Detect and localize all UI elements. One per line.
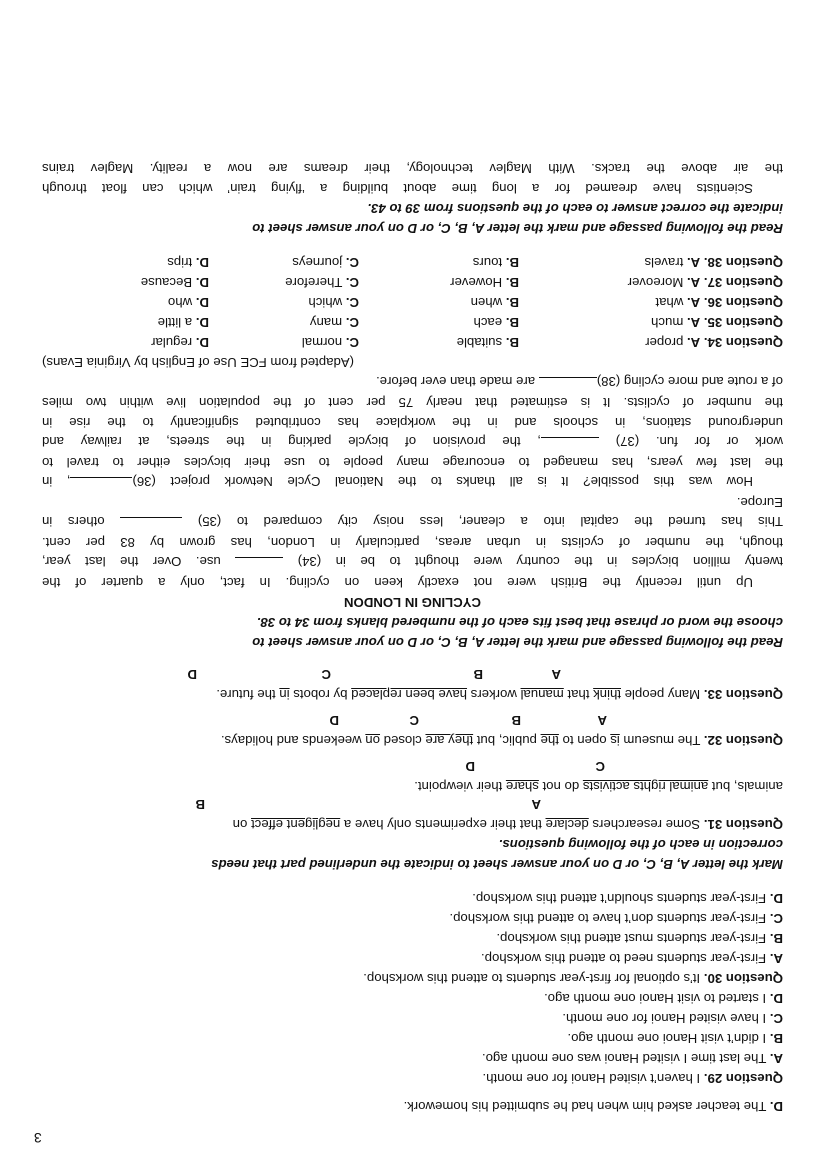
option-text: who bbox=[167, 295, 193, 310]
text-fragment: twenty million bicycles in the country were thought to be in (34) bbox=[297, 554, 783, 569]
option-text: The last time I visited Hanoi was one month ago. bbox=[481, 1051, 767, 1066]
q30-option-d bbox=[42, 888, 783, 908]
passage-line: the number of cyclists. It is estimated that nearly 75 per cent of the population live within two miles bbox=[42, 395, 783, 410]
q33-letters bbox=[42, 666, 783, 684]
option-text: trips bbox=[167, 255, 193, 270]
option-text: when bbox=[470, 295, 503, 310]
letter-a: A bbox=[531, 797, 541, 812]
option-text: what bbox=[655, 295, 684, 310]
option-letter: B. bbox=[769, 931, 783, 946]
text-fragment: animals, but bbox=[708, 779, 783, 794]
option-text: a little bbox=[157, 315, 193, 330]
passage-line bbox=[42, 432, 783, 452]
text-fragment: , in bbox=[42, 474, 71, 489]
passage-line bbox=[42, 372, 783, 392]
q30-option-a bbox=[42, 948, 783, 968]
underlined-a: declare bbox=[545, 817, 589, 832]
letter-d: D bbox=[187, 667, 197, 682]
option-letter: A. bbox=[686, 275, 701, 290]
text-fragment: weekends and holidays. bbox=[220, 733, 366, 748]
q32-letters bbox=[42, 712, 783, 730]
option-letter: A. bbox=[686, 315, 701, 330]
option-letter: B. bbox=[505, 315, 519, 330]
q28-option-d bbox=[42, 1096, 783, 1116]
text-fragment: the future. bbox=[216, 687, 280, 702]
text-fragment: that their experiments only have a bbox=[340, 817, 546, 832]
letter-b: B bbox=[473, 667, 483, 682]
instruction-error-id-line1: Mark the letter A, B, C, or D on your answer sheet to indicate the underlined part that needs bbox=[211, 857, 783, 872]
option-text: proper bbox=[645, 335, 684, 350]
instruction-reading-line2: indicate the correct answer to each of the questions from 39 to 43. bbox=[367, 201, 783, 216]
option-text: each bbox=[473, 315, 503, 330]
underlined-c: have been replaced bbox=[351, 687, 468, 702]
option-letter: C. bbox=[345, 295, 359, 310]
letter-c: C bbox=[409, 713, 419, 728]
q29-option-b bbox=[42, 1028, 783, 1048]
option-letter: D. bbox=[769, 991, 783, 1006]
q37-options bbox=[42, 272, 783, 292]
option-text: journeys bbox=[292, 255, 343, 270]
text-fragment: How was this possible? It is all thanks to the National Cycle Network project (36) bbox=[132, 474, 753, 489]
option-letter: C. bbox=[769, 1011, 783, 1026]
letter-a: A bbox=[597, 713, 607, 728]
text-fragment: do not bbox=[538, 779, 583, 794]
instruction-cloze-line1: Read the following passage and mark the letter A, B, C, or D on your answer sheet to bbox=[252, 635, 783, 650]
option-letter: C. bbox=[345, 335, 359, 350]
letter-d: D bbox=[329, 713, 339, 728]
option-letter: B. bbox=[505, 255, 519, 270]
letter-a: A bbox=[551, 667, 561, 682]
text-fragment: work or for fun. (37) bbox=[615, 434, 783, 449]
option-letter: D. bbox=[195, 255, 209, 270]
option-letter: D. bbox=[195, 295, 209, 310]
page-number: 3 bbox=[34, 1130, 42, 1146]
letter-b: B bbox=[195, 797, 205, 812]
underlined-b: manual bbox=[520, 687, 564, 702]
option-text: Therefore bbox=[285, 275, 343, 290]
q31-letters-row2 bbox=[42, 758, 783, 776]
question-label: Question 31. bbox=[703, 817, 783, 832]
blank-37 bbox=[541, 437, 599, 452]
text-fragment: closed bbox=[380, 733, 426, 748]
passage-source: (Adapted from FCE Use of English by Virginia Evans) bbox=[42, 355, 354, 370]
question-label: Question 33. bbox=[703, 687, 783, 702]
q35-options bbox=[42, 312, 783, 332]
option-text: travels bbox=[644, 255, 684, 270]
option-text: tours bbox=[472, 255, 503, 270]
text-fragment: their viewpoint. bbox=[414, 779, 506, 794]
underlined-a: is bbox=[610, 733, 620, 748]
letter-c: C bbox=[595, 759, 605, 774]
question-label: Question 37. bbox=[703, 275, 783, 290]
option-letter: D. bbox=[769, 1099, 783, 1114]
q38-options bbox=[42, 252, 783, 272]
question-label: Question 29. bbox=[703, 1071, 783, 1086]
option-letter: B. bbox=[505, 275, 519, 290]
text-fragment: Many people bbox=[620, 687, 701, 702]
question-label: Question 34. bbox=[703, 335, 783, 350]
underlined-d: on bbox=[365, 733, 381, 748]
passage-line: though, the number of cyclists in urban areas, particularly in London, has grown by 83 per cent. bbox=[42, 535, 783, 550]
question-label: Question 30. bbox=[703, 971, 783, 986]
option-text: First-year students must attend this workshop. bbox=[496, 931, 767, 946]
q30-option-b bbox=[42, 928, 783, 948]
option-text: I didn’t visit Hanoi one month ago. bbox=[567, 1031, 767, 1046]
text-fragment: The museum bbox=[619, 733, 701, 748]
question-label: Question 38. bbox=[703, 255, 783, 270]
option-text: many bbox=[309, 315, 343, 330]
blank-35 bbox=[120, 517, 182, 532]
option-text: First-year students shouldn’t attend this workshop. bbox=[472, 891, 767, 906]
option-text: However bbox=[450, 275, 503, 290]
option-letter: A. bbox=[686, 255, 701, 270]
text-fragment: by robots bbox=[289, 687, 352, 702]
option-letter: D. bbox=[195, 335, 209, 350]
passage-line: Up until recently the British were not exactly keen on cycling. In fact, only a quarter of the bbox=[42, 575, 753, 590]
q29-stem bbox=[42, 1068, 783, 1088]
blank-34 bbox=[235, 557, 283, 572]
option-text: Because bbox=[140, 275, 193, 290]
text-fragment: , the provision of bicycle parking in the streets, at railway and bbox=[42, 434, 542, 449]
option-text: First-year students don’t have to attend this workshop. bbox=[449, 911, 767, 926]
text-fragment: others in bbox=[42, 514, 105, 529]
q29-option-c bbox=[42, 1008, 783, 1028]
text-fragment: that bbox=[563, 687, 594, 702]
option-letter: A. bbox=[769, 951, 783, 966]
passage-line bbox=[42, 512, 783, 532]
q31-line2 bbox=[42, 776, 783, 796]
q29-option-a bbox=[42, 1048, 783, 1068]
option-letter: C. bbox=[345, 315, 359, 330]
instruction-reading-line1: Read the following passage and mark the letter A, B, C, or D on your answer sheet to bbox=[252, 221, 783, 236]
q30-stem bbox=[42, 968, 783, 988]
option-letter: D. bbox=[195, 315, 209, 330]
option-letter: C. bbox=[769, 911, 783, 926]
text-fragment: Some researchers bbox=[588, 817, 701, 832]
option-letter: C. bbox=[345, 275, 359, 290]
page-content bbox=[42, 158, 783, 1116]
q32-line bbox=[42, 730, 783, 750]
q30-option-c bbox=[42, 908, 783, 928]
option-text: First-year students need to attend this workshop. bbox=[480, 951, 767, 966]
option-text: Moreover bbox=[627, 275, 684, 290]
text-fragment: on bbox=[232, 817, 252, 832]
underlined-c: they are bbox=[425, 733, 474, 748]
question-label: Question 35. bbox=[703, 315, 783, 330]
option-letter: B. bbox=[505, 335, 519, 350]
text-fragment: open to bbox=[558, 733, 611, 748]
option-letter: D. bbox=[195, 275, 209, 290]
text-fragment: workers bbox=[467, 687, 521, 702]
text-fragment: of a route and more cycling (38) bbox=[596, 374, 783, 389]
question-label: Question 32. bbox=[703, 733, 783, 748]
passage-line: the last few years, has managed to encourage many people to use their bicycles either to travel to bbox=[42, 455, 783, 470]
passage-line: underground stations, in schools and in the workplace has contributed significantly to the rise in bbox=[42, 415, 783, 430]
underlined-a: think bbox=[593, 687, 621, 702]
q36-options bbox=[42, 292, 783, 312]
passage-line bbox=[42, 552, 783, 572]
option-text: suitable bbox=[456, 335, 503, 350]
underlined-d: share bbox=[505, 779, 539, 794]
option-letter: B. bbox=[769, 1031, 783, 1046]
blank-36 bbox=[70, 477, 132, 492]
option-text: regular bbox=[151, 335, 193, 350]
passage-title: CYCLING IN LONDON bbox=[344, 595, 482, 610]
underlined-b: the bbox=[540, 733, 559, 748]
underlined-b: negligent effect bbox=[251, 817, 341, 832]
text-fragment: public, but bbox=[473, 733, 541, 748]
option-text: I have visited Hanoi for one month. bbox=[562, 1011, 767, 1026]
q33-line bbox=[42, 684, 783, 704]
letter-b: B bbox=[511, 713, 521, 728]
text-fragment: are made than ever before. bbox=[376, 374, 536, 389]
instruction-cloze-line2: choose the word or phrase that best fits each of the numbered blanks from 34 to 38. bbox=[256, 615, 783, 630]
q34-options bbox=[42, 332, 783, 352]
letter-c: C bbox=[321, 667, 331, 682]
letter-d: D bbox=[465, 759, 475, 774]
passage-line: Europe. bbox=[736, 495, 783, 510]
q29-option-d bbox=[42, 988, 783, 1008]
instruction-error-id-line2: correction in each of the following questions. bbox=[498, 837, 783, 852]
option-letter: A. bbox=[686, 295, 701, 310]
option-letter: A. bbox=[769, 1051, 783, 1066]
text-fragment: This has turned the capital into a cleaner, less noisy city compared to (35) bbox=[197, 514, 783, 529]
passage2-line: the air above the tracks. With Maglev technology, their dreams are now a reality. Maglev trains bbox=[42, 161, 783, 176]
option-text: much bbox=[651, 315, 684, 330]
option-letter: C. bbox=[345, 255, 359, 270]
option-letter: A. bbox=[686, 335, 701, 350]
question-stem: It’s optional for first-year students to attend this workshop. bbox=[363, 971, 701, 986]
passage-line bbox=[42, 472, 783, 492]
option-letter: B. bbox=[505, 295, 519, 310]
passage2-line: Scientists have dreamed for a long time about building a ‘flying train’ which can float through bbox=[42, 181, 753, 196]
underlined-d: in bbox=[279, 687, 290, 702]
question-stem: I haven’t visited Hanoi for one month. bbox=[482, 1071, 701, 1086]
option-letter: D. bbox=[769, 891, 783, 906]
blank-38 bbox=[539, 377, 597, 392]
q31-letters-row1 bbox=[42, 796, 783, 814]
option-text: normal bbox=[301, 335, 343, 350]
underlined-c: animal rights activists bbox=[582, 779, 709, 794]
option-text: The teacher asked him when had he submitted his homework. bbox=[403, 1099, 767, 1114]
option-text: I started to visit Hanoi one month ago. bbox=[544, 991, 767, 1006]
text-fragment: use. Over the last year, bbox=[42, 554, 221, 569]
option-text: which bbox=[308, 295, 343, 310]
q31-line1 bbox=[42, 814, 783, 834]
question-label: Question 36. bbox=[703, 295, 783, 310]
